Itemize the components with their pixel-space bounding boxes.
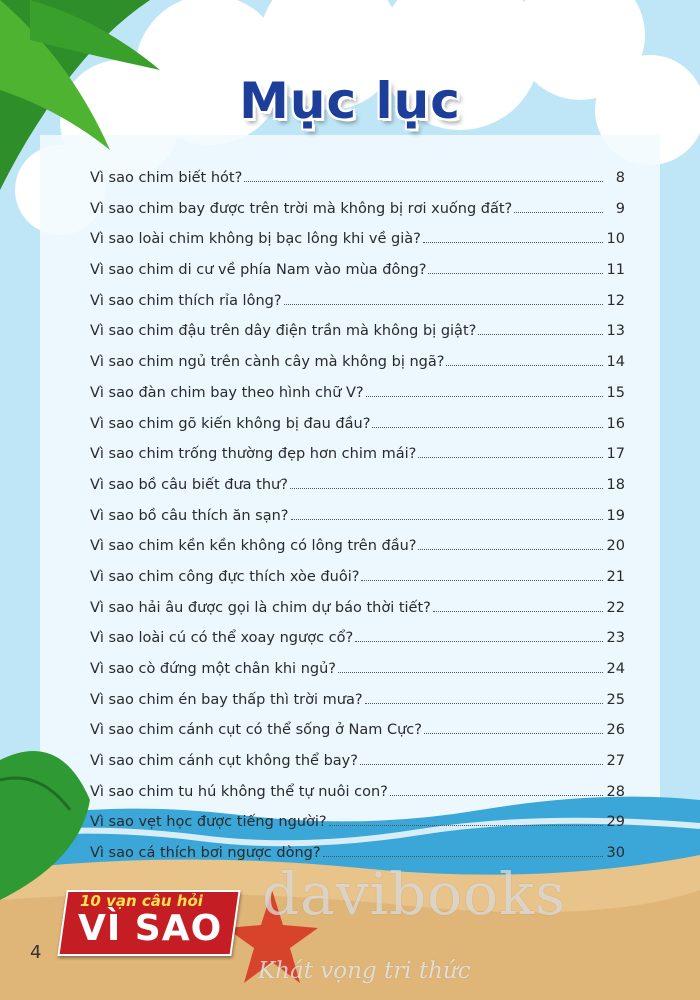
page-title: Mục lục <box>239 72 461 130</box>
toc-leader-dots <box>360 764 603 765</box>
toc-entry[interactable] <box>90 814 625 845</box>
toc-entry-title: Vì sao bồ câu biết đưa thư? <box>90 476 288 493</box>
toc-leader-dots <box>365 703 603 704</box>
toc-leader-dots <box>361 580 602 581</box>
toc-entry-title: Vì sao chim di cư về phía Nam vào mùa đông? <box>90 262 427 279</box>
toc-leader-dots <box>290 488 603 489</box>
toc-leader-dots <box>418 549 602 550</box>
toc-entry[interactable] <box>90 692 625 723</box>
toc-entry-title: Vì sao chim biết hót? <box>90 170 243 186</box>
toc-entry-page: 27 <box>606 753 625 770</box>
toc-entry-title: Vì sao chim tu hú không thể tự nuôi con? <box>90 783 388 800</box>
toc-entry-title: Vì sao hải âu được gọi là chim dự báo thời tiết? <box>90 599 431 616</box>
toc-entry[interactable] <box>90 231 625 262</box>
toc-entry-page: 22 <box>606 599 625 616</box>
toc-entry-title: Vì sao đàn chim bay theo hình chữ V? <box>90 384 364 401</box>
watermark-brand: davibooks <box>262 860 566 928</box>
toc-leader-dots <box>428 273 602 274</box>
toc-leader-dots <box>329 825 603 826</box>
toc-entry[interactable] <box>90 722 625 753</box>
toc-entry-page: 20 <box>606 538 625 555</box>
toc-entry-page: 14 <box>606 354 625 371</box>
toc-entry-page: 13 <box>606 323 625 340</box>
toc-leader-dots <box>514 212 603 213</box>
toc-entry-title: Vì sao chim cánh cụt có thể sống ở Nam Cực? <box>90 722 422 739</box>
toc-entry-page: 23 <box>606 630 625 647</box>
watermark-slogan: Khát vọng tri thức <box>258 958 471 984</box>
toc-entry-page: 15 <box>606 384 625 401</box>
series-badge-title: VÌ SAO <box>78 908 223 949</box>
toc-entry-page: 16 <box>606 415 625 432</box>
toc-entry-title: Vì sao loài chim không bị bạc lông khi về già? <box>90 231 421 248</box>
toc-entry-page: 10 <box>606 231 625 248</box>
toc-entry-page: 28 <box>606 783 625 800</box>
toc-entry-page: 11 <box>606 262 625 279</box>
toc-entry[interactable] <box>90 508 625 539</box>
toc-entry-page: 25 <box>606 691 625 708</box>
toc-leader-dots <box>423 242 603 243</box>
toc-entry-title: Vì sao chim gõ kiến không bị đau đầu? <box>90 415 371 432</box>
toc-entry[interactable] <box>90 753 625 784</box>
toc-entry-page: 29 <box>606 814 625 831</box>
toc-entry[interactable] <box>90 600 625 631</box>
toc-leader-dots <box>284 304 603 305</box>
toc-leader-dots <box>433 611 603 612</box>
page-number: 4 <box>30 942 42 963</box>
toc-entry-title: Vì sao chim kền kền không có lông trên đầu? <box>90 538 417 555</box>
toc-entry-title: Vì sao chim én bay thấp thì trời mưa? <box>90 691 363 708</box>
toc-entry[interactable] <box>90 477 625 508</box>
toc-leader-dots <box>390 795 603 796</box>
toc-leader-dots <box>355 641 602 642</box>
toc-leader-dots <box>244 181 603 182</box>
toc-entry-page: 26 <box>606 722 625 739</box>
toc-entry[interactable] <box>90 385 625 416</box>
toc-leader-dots <box>372 427 602 428</box>
toc-entry-title: Vì sao chim thích rỉa lông? <box>90 292 282 309</box>
toc-entry[interactable] <box>90 293 625 324</box>
toc-entry-title: Vì sao chim ngủ trên cành cây mà không bị ngã? <box>90 354 445 371</box>
toc-entry[interactable] <box>90 538 625 569</box>
toc-leader-dots <box>424 733 603 734</box>
toc-entry[interactable] <box>90 630 625 661</box>
toc-entry[interactable] <box>90 784 625 815</box>
toc-entry-page: 18 <box>606 476 625 493</box>
toc-entry-title: Vì sao chim cánh cụt không thể bay? <box>90 753 358 770</box>
toc-entry-title: Vì sao chim công đực thích xòe đuôi? <box>90 568 360 585</box>
toc-entry-title: Vì sao chim bay được trên trời mà không bị rơi xuống đất? <box>90 200 513 217</box>
toc-entry-title: Vì sao loài cú có thể xoay ngược cổ? <box>90 630 354 647</box>
toc-entry-title: Vì sao cá thích bơi ngược dòng? <box>90 845 321 862</box>
toc-entry[interactable] <box>90 170 625 201</box>
toc-entry-title: Vì sao bồ câu thích ăn sạn? <box>90 507 289 524</box>
toc-leader-dots <box>478 334 602 335</box>
toc-entry[interactable] <box>90 201 625 232</box>
toc-leader-dots <box>446 365 602 366</box>
toc-entry[interactable] <box>90 446 625 477</box>
toc-entry-title: Vì sao chim trống thường đẹp hơn chim mái? <box>90 446 417 463</box>
toc-entry-title: Vì sao chim đậu trên dây điện trần mà không bị giật? <box>90 323 477 340</box>
toc-entry-page: 17 <box>606 446 625 463</box>
toc-entry-page: 30 <box>606 845 625 862</box>
toc-entry-page: 24 <box>606 661 625 677</box>
toc-entry-title: Vì sao vẹt học được tiếng người? <box>90 814 327 831</box>
toc-entry-page: 21 <box>606 568 625 585</box>
toc-leader-dots <box>323 856 603 857</box>
toc-entry-page: 12 <box>606 292 625 309</box>
toc-entry[interactable] <box>90 354 625 385</box>
toc-entry[interactable] <box>90 262 625 293</box>
toc-entry[interactable] <box>90 661 625 692</box>
toc-entry-title: Vì sao cò đứng một chân khi ngủ? <box>90 661 336 677</box>
toc-leader-dots <box>418 457 602 458</box>
toc-entry[interactable] <box>90 323 625 354</box>
toc-leader-dots <box>291 519 603 520</box>
series-badge-subtitle: 10 vạn câu hỏi <box>80 892 203 910</box>
toc-leader-dots <box>338 672 603 673</box>
toc-entry[interactable] <box>90 569 625 600</box>
toc-entry[interactable] <box>90 416 625 447</box>
toc-entry-page: 19 <box>606 507 625 524</box>
toc-entry-page: 8 <box>615 170 625 186</box>
toc-leader-dots <box>366 396 603 397</box>
toc-entry-page: 9 <box>615 200 625 217</box>
table-of-contents <box>90 170 625 876</box>
